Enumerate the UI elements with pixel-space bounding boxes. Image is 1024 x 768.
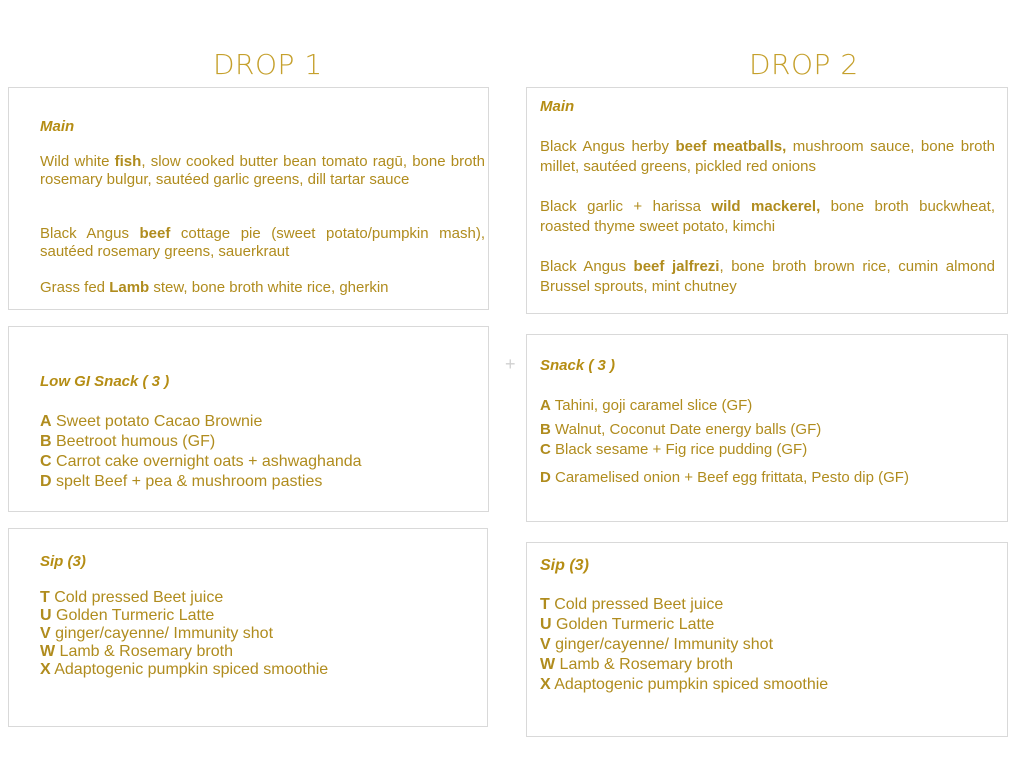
- drop2-snack-heading: Snack ( 3 ): [540, 357, 616, 374]
- drop1-snack-heading: Low GI Snack ( 3 ): [40, 373, 170, 390]
- drop2-snack-item-b: B Walnut, Coconut Date energy balls (GF): [540, 421, 822, 438]
- drop1-snack-item-b: B Beetroot humous (GF): [40, 433, 216, 450]
- drop1-sip-item-x: X Adaptogenic pumpkin spiced smoothie: [40, 661, 329, 678]
- drop1-title: DROP 1: [213, 48, 323, 81]
- drop1-snack-item-d: D spelt Beef + pea & mushroom pasties: [40, 473, 323, 490]
- drop1-main-card: [8, 87, 489, 310]
- drop2-snack-item-d: D Caramelised onion + Beef egg frittata, Pesto dip (GF): [540, 469, 909, 486]
- drop2-sip-item-v: V ginger/cayenne/ Immunity shot: [540, 636, 774, 653]
- drop1-sip-item-u: U Golden Turmeric Latte: [40, 607, 215, 624]
- drop2-sip-item-w: W Lamb & Rosemary broth: [540, 656, 733, 673]
- plus-separator: +: [505, 354, 516, 374]
- drop1-main-item-3: Grass fed Lamb stew, bone broth white rice, gherkin: [40, 279, 389, 296]
- drop2-sip-heading: Sip (3): [540, 557, 589, 574]
- drop2-snack-item-c: C Black sesame + Fig rice pudding (GF): [540, 441, 808, 458]
- drop1-snack-item-c: C Carrot cake overnight oats + ashwaghanda: [40, 453, 362, 470]
- drop1-main-heading: Main: [40, 118, 75, 135]
- drop1-sip-item-v: V ginger/cayenne/ Immunity shot: [40, 625, 274, 642]
- drop1-sip-item-t: T Cold pressed Beet juice: [40, 589, 224, 606]
- drop2-title: DROP 2: [749, 48, 859, 81]
- drop1-sip-item-w: W Lamb & Rosemary broth: [40, 643, 233, 660]
- drop2-sip-item-u: U Golden Turmeric Latte: [540, 616, 715, 633]
- drop2-sip-item-t: T Cold pressed Beet juice: [540, 596, 724, 613]
- drop2-sip-item-x: X Adaptogenic pumpkin spiced smoothie: [540, 676, 829, 693]
- drop2-main-item-3: Black Angus beef jalfrezi, bone broth brown rice, cumin almond Brussel sprouts, mint chutney: [540, 258, 996, 295]
- drop1-snack-item-a: A Sweet potato Cacao Brownie: [40, 413, 263, 430]
- drop2-main-item-1: Black Angus herby beef meatballs, mushroom sauce, bone broth millet, sautéed greens, pickled red onions: [540, 138, 995, 175]
- drop1-main-item-2: Black Angus beef cottage pie (sweet potato/pumpkin mash), sautéed rosemary greens, sauerkraut: [40, 225, 485, 260]
- drop2-main-item-2: Black garlic + harissa wild mackerel, bone broth buckwheat, roasted thyme sweet potato, kimchi: [540, 198, 995, 235]
- drop2-snack-item-a: A Tahini, goji caramel slice (GF): [540, 397, 753, 414]
- drop2-main-heading: Main: [540, 98, 575, 115]
- drop1-main-item-1: Wild white fish, slow cooked butter bean tomato ragū, bone broth rosemary bulgur, sautéed garlic greens, dill tartar sauce: [40, 153, 485, 188]
- drop1-sip-heading: Sip (3): [40, 553, 86, 570]
